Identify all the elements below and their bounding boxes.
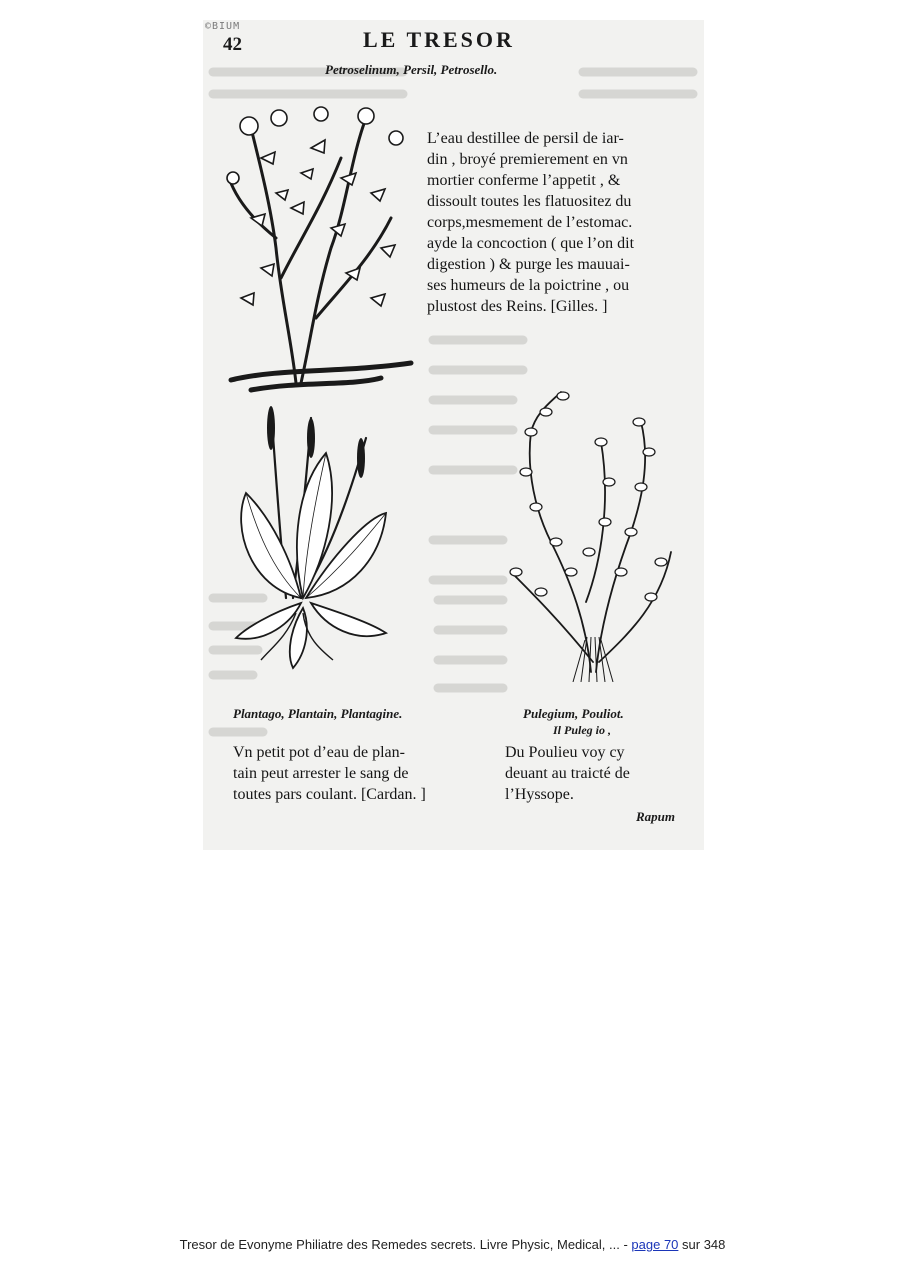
text-line: Du Poulieu voy cy: [505, 744, 625, 761]
text-line: mortier conferme l’appetit , &: [427, 172, 621, 189]
pennyroyal-caption: Pulegium, Pouliot.: [523, 706, 624, 721]
running-title: LE TRESOR: [363, 27, 515, 52]
text-line: ayde la concoction ( que l’on dit: [427, 235, 635, 252]
folio-number: 42: [223, 34, 242, 55]
text-line: digestion ) & purge les mauuai-: [427, 256, 630, 273]
pennyroyal-woodcut: [501, 382, 676, 682]
text-line: din , broyé premierement en vn: [427, 151, 628, 168]
footer-title: Tresor de Evonyme Philiatre des Remedes secrets. Livre Physic, Medical, ... -: [179, 1237, 632, 1252]
text-line: ses humeurs de la poictrine , ou: [427, 277, 630, 294]
text-line: plustost des Reins. [Gilles. ]: [427, 298, 608, 315]
text-line: L’eau destillee de persil de iar-: [427, 130, 624, 147]
plantain-text: [233, 742, 465, 805]
watermark: ©BIUM: [205, 21, 241, 32]
pennyroyal-text: [505, 742, 685, 805]
text-line: tain peut arrester le sang de: [233, 765, 409, 782]
text-line: l’Hyssope.: [505, 786, 574, 803]
pennyroyal-caption-italian: Il Puleg io ,: [553, 723, 612, 737]
catchword: Rapum: [636, 809, 676, 824]
footer-page-total: sur 348: [678, 1237, 726, 1252]
text-line: dissoult toutes les flatuositez du: [427, 193, 632, 210]
page-scan: [203, 20, 704, 850]
page-number-link[interactable]: page 70: [631, 1237, 679, 1252]
plantain-caption: Plantago, Plantain, Plantagine.: [233, 706, 403, 721]
plantain-woodcut: [231, 398, 391, 678]
text-line: toutes pars coulant. [Cardan. ]: [233, 786, 426, 803]
parsley-text: [427, 128, 689, 317]
page-footer: [0, 1237, 905, 1252]
text-line: corps,mesmement de l’estomac.: [427, 214, 633, 231]
parsley-woodcut: [221, 98, 421, 398]
text-line: deuant au traicté de: [505, 765, 630, 782]
text-line: Vn petit pot d’eau de plan-: [233, 744, 405, 761]
parsley-caption: Petroselinum, Persil, Petrosello.: [325, 62, 498, 77]
